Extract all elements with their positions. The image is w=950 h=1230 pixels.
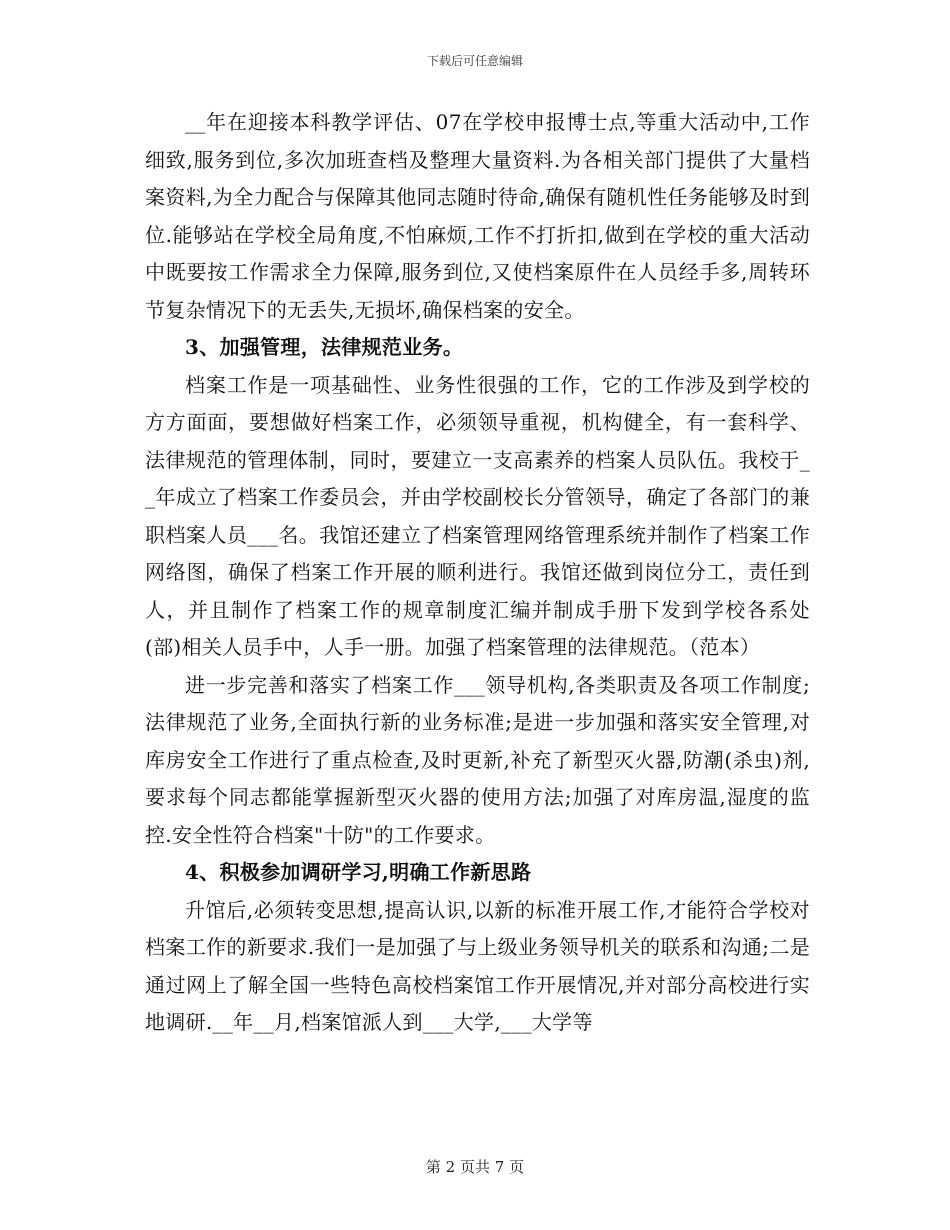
page-header: 下载后可任意编辑 — [426, 54, 523, 68]
document-body — [145, 104, 810, 1042]
paragraph-3: 进一步完善和落实了档案工作___领导机构,各类职责及各项工作制度;法律规范了业务,全面执行新的业务标准;是进一步加强和落实安全管理,对库房安全工作进行了重点检查,及时更新,补充了新型灭火器,防潮(杀虫)剂,要求每个同志都能掌握新型灭火器的使用方法;加强了对库房温,湿度的监控.安全性符合档案"十防"的工作要求。 — [145, 672, 810, 847]
paragraph-2: 档案工作是一项基础性、业务性很强的工作，它的工作涉及到学校的方方面面，要想做好档案工作，必须领导重视，机构健全，有一套科学、法律规范的管理体制，同时，要建立一支高素养的档案人员队伍。我校于__年成立了档案工作委员会，并由学校副校长分管领导，确定了各部门的兼职档案人员___名。我馆还建立了档案管理网络管理系统并制作了档案工作网络图，确保了档案工作开展的顺利进行。我馆还做到岗位分工，责任到人，并且制作了档案工作的规章制度汇编并制成手册下发到学校各系处(部)相关人员手中，人手一册。加强了档案管理的法律规范。（范本） — [145, 372, 810, 659]
section-heading-3: 3、加强管理，法律规范业务。 — [185, 335, 464, 359]
paragraph-1: __年在迎接本科教学评估、07在学校申报博士点,等重大活动中,工作细致,服务到位,多次加班查档及整理大量资料.为各相关部门提供了大量档案资料,为全力配合与保障其他同志随时待命,确保有随机性任务能够及时到位.能够站在学校全局角度,不怕麻烦,工作不打折扣,做到在学校的重大活动中既要按工作需求全力保障,服务到位,又使档案原件在人员经手多,周转环节复杂情况下的无丢失,无损坏,确保档案的安全。 — [145, 110, 810, 322]
page-footer: 第 2 页共 7 页 — [425, 1158, 525, 1176]
paragraph-4: 升馆后,必须转变思想,提高认识,以新的标准开展工作,才能符合学校对档案工作的新要求.我们一是加强了与上级业务领导机关的联系和沟通;二是通过网上了解全国一些特色高校档案馆工作开展情况,并对部分高校进行实地调研.__年__月,档案馆派人到___大学,___大学等 — [145, 897, 810, 1034]
section-heading-4: 4、积极参加调研学习,明确工作新思路 — [185, 860, 532, 884]
